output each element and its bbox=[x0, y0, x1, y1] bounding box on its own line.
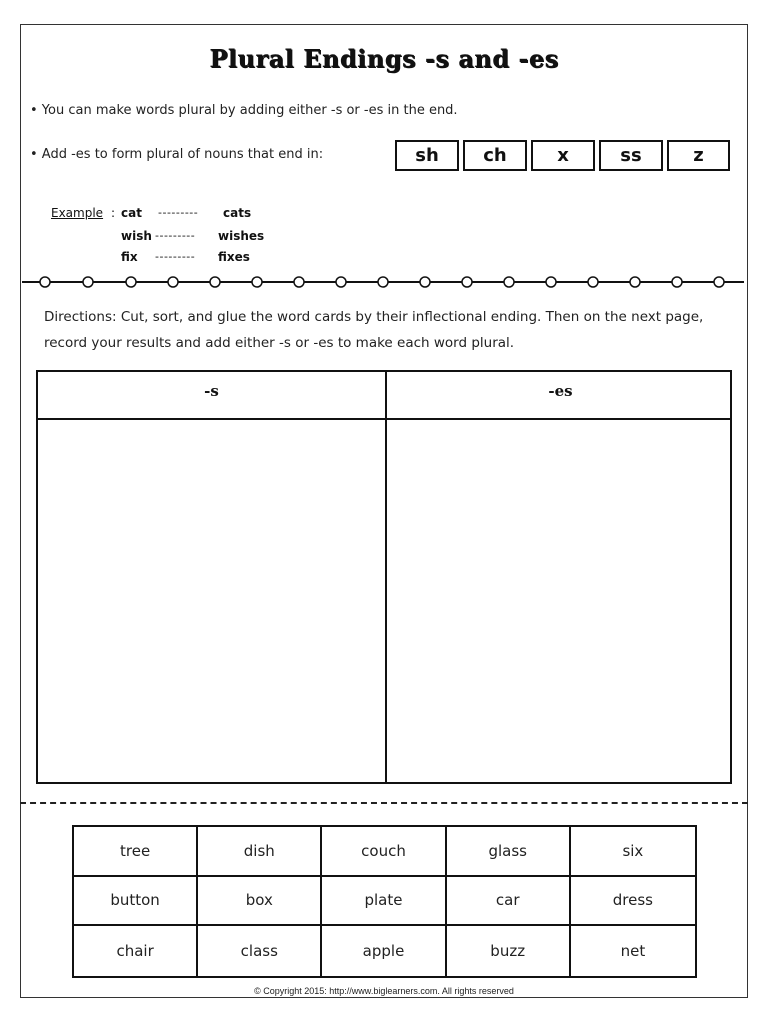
word-card[interactable]: car bbox=[447, 877, 571, 927]
sort-column-s-area[interactable] bbox=[38, 420, 385, 782]
example-plural-3: fixes bbox=[218, 250, 250, 264]
word-card[interactable]: couch bbox=[322, 827, 446, 877]
decorative-dotted-divider bbox=[0, 272, 768, 292]
worksheet-title: Plural Endings -s and -es bbox=[209, 44, 559, 73]
word-card[interactable]: box bbox=[198, 877, 322, 927]
sort-table bbox=[36, 370, 732, 784]
word-card[interactable]: dress bbox=[571, 877, 695, 927]
word-card[interactable]: apple bbox=[322, 926, 446, 976]
ending-box-z: z bbox=[667, 140, 730, 171]
word-card[interactable]: plate bbox=[322, 877, 446, 927]
word-card[interactable]: class bbox=[198, 926, 322, 976]
rule-bullet-1: • You can make words plural by adding either -s or -es in the end. bbox=[30, 103, 458, 118]
example-dashes-3: --------- bbox=[155, 250, 196, 263]
word-card-grid bbox=[72, 825, 697, 978]
rule-bullet-2: • Add -es to form plural of nouns that end in: bbox=[30, 147, 324, 162]
sort-column-es-area[interactable] bbox=[387, 420, 730, 782]
example-dashes-1: --------- bbox=[158, 206, 199, 219]
ending-box-sh: sh bbox=[395, 140, 459, 171]
word-card[interactable]: dish bbox=[198, 827, 322, 877]
word-card[interactable]: net bbox=[620, 942, 646, 961]
word-card[interactable]: tree bbox=[74, 827, 198, 877]
ending-box-ss: ss bbox=[599, 140, 663, 171]
example-plural-1: cats bbox=[223, 206, 252, 220]
ending-box-ch: ch bbox=[463, 140, 527, 171]
cut-line bbox=[20, 802, 748, 804]
example-word-1: cat bbox=[121, 206, 142, 220]
word-card[interactable]: button bbox=[74, 877, 198, 927]
example-word-2: wish bbox=[121, 229, 152, 243]
example-dashes-2: --------- bbox=[155, 229, 196, 242]
sort-column-header-s: -s bbox=[204, 382, 219, 400]
example-word-3: fix bbox=[121, 250, 138, 264]
word-card[interactable]: chair bbox=[74, 926, 198, 976]
directions-text: Directions: Cut, sort, and glue the word cards by their inflectional ending. Then on the next page, record your results and add either -s or -es to make each word plural. bbox=[44, 309, 704, 351]
example-colon: : bbox=[111, 206, 116, 220]
word-card[interactable]: six bbox=[571, 827, 695, 877]
word-card[interactable]: glass bbox=[447, 827, 571, 877]
sort-column-header-es: -es bbox=[548, 382, 573, 400]
copyright-footer: © Copyright 2015: http://www.biglearners.com. All rights reserved bbox=[254, 986, 514, 996]
example-label: Example bbox=[51, 206, 104, 220]
word-card[interactable]: buzz bbox=[447, 926, 571, 976]
example-plural-2: wishes bbox=[218, 229, 265, 243]
ending-box-x: x bbox=[531, 140, 595, 171]
